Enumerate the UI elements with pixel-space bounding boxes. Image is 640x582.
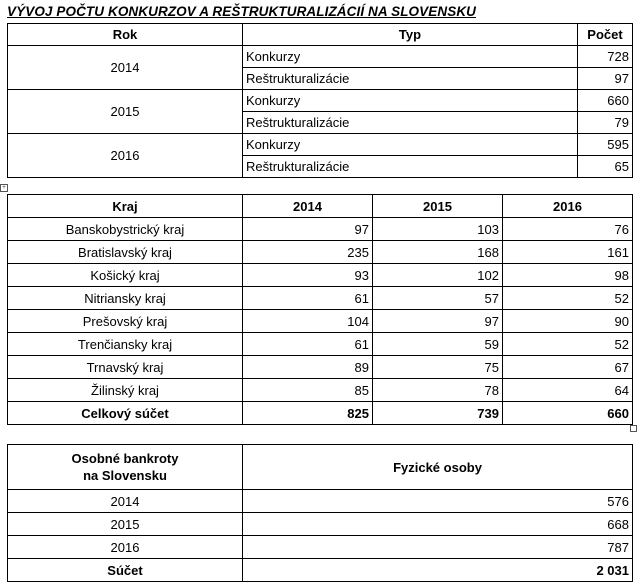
- value-cell: 76: [503, 218, 633, 241]
- year-cell: 2014: [8, 490, 243, 513]
- column-header-individuals: Fyzické osoby: [243, 445, 633, 490]
- value-cell: 161: [503, 241, 633, 264]
- bankruptcy-type-table: [7, 23, 633, 178]
- region-cell: Banskobystrický kraj: [8, 218, 243, 241]
- value-cell: 93: [243, 264, 373, 287]
- value-cell: 102: [373, 264, 503, 287]
- table-header-row: [8, 445, 633, 490]
- table-row: [8, 46, 633, 68]
- year-cell: 2015: [8, 513, 243, 536]
- total-value: 825: [243, 402, 373, 425]
- value-cell: 97: [243, 218, 373, 241]
- table-row: [8, 513, 633, 536]
- table-row: [8, 356, 633, 379]
- value-cell: 103: [373, 218, 503, 241]
- value-cell: 61: [243, 287, 373, 310]
- value-cell: 98: [503, 264, 633, 287]
- total-row: [8, 402, 633, 425]
- document-title: VÝVOJ POČTU KONKURZOV A REŠTRUKTURALIZÁCIÍ NA SLOVENSKU: [7, 4, 477, 19]
- table-row: [8, 333, 633, 356]
- region-cell: Žilinský kraj: [8, 379, 243, 402]
- total-value: 739: [373, 402, 503, 425]
- total-label: Súčet: [8, 559, 243, 582]
- value-cell: 787: [243, 536, 633, 559]
- year-cell: 2016: [8, 536, 243, 559]
- region-cell: Nitriansky kraj: [8, 287, 243, 310]
- value-cell: 57: [373, 287, 503, 310]
- value-cell: 168: [373, 241, 503, 264]
- region-cell: Prešovský kraj: [8, 310, 243, 333]
- value-cell: 75: [373, 356, 503, 379]
- value-cell: 59: [373, 333, 503, 356]
- count-cell: 97: [578, 68, 633, 90]
- table-row: [8, 310, 633, 333]
- resize-handle-icon[interactable]: [630, 425, 637, 432]
- total-value: 2 031: [243, 559, 633, 582]
- value-cell: 67: [503, 356, 633, 379]
- personal-bankruptcy-table: [7, 444, 633, 582]
- column-header-count: Počet: [578, 24, 633, 46]
- table-row: [8, 379, 633, 402]
- value-cell: 52: [503, 287, 633, 310]
- type-cell: Konkurzy: [243, 46, 578, 68]
- type-cell: Reštrukturalizácie: [243, 68, 578, 90]
- column-header-2015: 2015: [373, 195, 503, 218]
- header-line: na Slovensku: [83, 468, 167, 483]
- type-cell: Konkurzy: [243, 90, 578, 112]
- value-cell: 576: [243, 490, 633, 513]
- table-row: [8, 264, 633, 287]
- total-label: Celkový súčet: [8, 402, 243, 425]
- count-cell: 79: [578, 112, 633, 134]
- column-header-2016: 2016: [503, 195, 633, 218]
- count-cell: 728: [578, 46, 633, 68]
- value-cell: 64: [503, 379, 633, 402]
- value-cell: 668: [243, 513, 633, 536]
- table-row: [8, 287, 633, 310]
- column-header-year: Rok: [8, 24, 243, 46]
- column-header-2014: 2014: [243, 195, 373, 218]
- value-cell: 104: [243, 310, 373, 333]
- count-cell: 65: [578, 156, 633, 178]
- value-cell: 61: [243, 333, 373, 356]
- table-row: [8, 134, 633, 156]
- region-cell: Bratislavský kraj: [8, 241, 243, 264]
- total-value: 660: [503, 402, 633, 425]
- table-row: [8, 90, 633, 112]
- table-row: [8, 241, 633, 264]
- column-header-type: Typ: [243, 24, 578, 46]
- value-cell: 97: [373, 310, 503, 333]
- value-cell: 90: [503, 310, 633, 333]
- region-cell: Košický kraj: [8, 264, 243, 287]
- count-cell: 595: [578, 134, 633, 156]
- column-header-personal-bankruptcy: [8, 445, 243, 490]
- header-line: Osobné bankroty: [71, 451, 179, 466]
- type-cell: Reštrukturalizácie: [243, 112, 578, 134]
- region-cell: Trenčiansky kraj: [8, 333, 243, 356]
- value-cell: 89: [243, 356, 373, 379]
- year-cell: 2016: [8, 134, 243, 178]
- value-cell: 85: [243, 379, 373, 402]
- type-cell: Reštrukturalizácie: [243, 156, 578, 178]
- table-header-row: [8, 24, 633, 46]
- table-row: [8, 490, 633, 513]
- region-cell: Trnavský kraj: [8, 356, 243, 379]
- value-cell: 78: [373, 379, 503, 402]
- value-cell: 52: [503, 333, 633, 356]
- total-row: [8, 559, 633, 582]
- count-cell: 660: [578, 90, 633, 112]
- table-row: [8, 536, 633, 559]
- table-row: [8, 218, 633, 241]
- column-header-region: Kraj: [8, 195, 243, 218]
- year-cell: 2014: [8, 46, 243, 90]
- value-cell: 235: [243, 241, 373, 264]
- regional-bankruptcy-table: [7, 194, 633, 425]
- type-cell: Konkurzy: [243, 134, 578, 156]
- move-handle-icon[interactable]: +: [0, 184, 8, 192]
- table-header-row: [8, 195, 633, 218]
- year-cell: 2015: [8, 90, 243, 134]
